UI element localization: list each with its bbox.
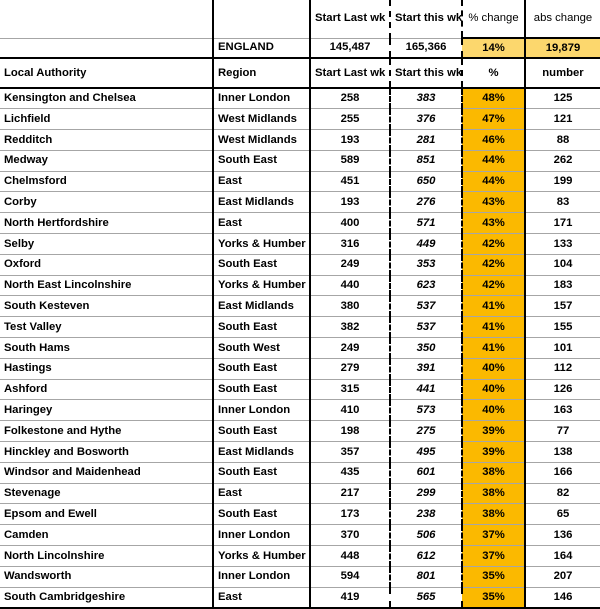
england-name-cell: ENGLAND <box>213 38 310 58</box>
cell-start-last-wk: 380 <box>310 296 390 317</box>
cell-start-this-wk: 573 <box>390 400 462 421</box>
cell-pct-change: 46% <box>462 130 525 151</box>
cell-region: South East <box>213 254 310 275</box>
cell-abs-change: 163 <box>525 400 600 421</box>
header-blank-local-authority <box>0 0 213 38</box>
cell-pct-change: 37% <box>462 546 525 567</box>
england-start-last-wk: 145,487 <box>310 38 390 58</box>
cell-region: East Midlands <box>213 442 310 463</box>
cell-local-authority: Kensington and Chelsea <box>0 88 213 109</box>
cell-region: East Midlands <box>213 192 310 213</box>
cell-pct-change: 38% <box>462 504 525 525</box>
cell-pct-change: 42% <box>462 275 525 296</box>
table-row <box>0 358 600 379</box>
cell-start-last-wk: 435 <box>310 462 390 483</box>
cell-abs-change: 133 <box>525 234 600 255</box>
cell-abs-change: 112 <box>525 358 600 379</box>
header-start-this-wk: Start this wk <box>390 0 462 38</box>
cell-pct-change: 40% <box>462 400 525 421</box>
cell-region: South East <box>213 358 310 379</box>
cell-start-this-wk: 281 <box>390 130 462 151</box>
table-row <box>0 587 600 608</box>
cell-start-this-wk: 801 <box>390 566 462 587</box>
subheader-start-last-wk: Start Last wk <box>310 58 390 88</box>
table-row <box>0 379 600 400</box>
cell-pct-change: 41% <box>462 317 525 338</box>
table-row <box>0 213 600 234</box>
cell-local-authority: Test Valley <box>0 317 213 338</box>
cell-abs-change: 164 <box>525 546 600 567</box>
sub-header-row <box>0 58 600 88</box>
cell-pct-change: 43% <box>462 192 525 213</box>
cell-start-this-wk: 275 <box>390 421 462 442</box>
cell-region: East <box>213 171 310 192</box>
table-row <box>0 504 600 525</box>
cell-region: Inner London <box>213 400 310 421</box>
cell-local-authority: South Kesteven <box>0 296 213 317</box>
subheader-pct: % <box>462 58 525 88</box>
cell-abs-change: 155 <box>525 317 600 338</box>
cell-region: East Midlands <box>213 296 310 317</box>
cell-start-this-wk: 565 <box>390 587 462 608</box>
cell-start-this-wk: 506 <box>390 525 462 546</box>
cell-region: South East <box>213 150 310 171</box>
cell-start-this-wk: 537 <box>390 296 462 317</box>
cell-pct-change: 48% <box>462 88 525 109</box>
england-pct-change: 14% <box>462 38 525 58</box>
top-header-row <box>0 0 600 38</box>
cell-local-authority: Selby <box>0 234 213 255</box>
cell-start-last-wk: 315 <box>310 379 390 400</box>
table-row <box>0 546 600 567</box>
cell-start-last-wk: 370 <box>310 525 390 546</box>
cell-start-this-wk: 299 <box>390 483 462 504</box>
table-row <box>0 234 600 255</box>
cell-start-this-wk: 353 <box>390 254 462 275</box>
subheader-region: Region <box>213 58 310 88</box>
cell-region: South East <box>213 462 310 483</box>
subheader-number: number <box>525 58 600 88</box>
cell-local-authority: Medway <box>0 150 213 171</box>
cell-region: South East <box>213 421 310 442</box>
cell-pct-change: 35% <box>462 587 525 608</box>
cell-start-last-wk: 193 <box>310 192 390 213</box>
table-row <box>0 525 600 546</box>
cell-start-this-wk: 238 <box>390 504 462 525</box>
cell-pct-change: 37% <box>462 525 525 546</box>
cell-start-this-wk: 449 <box>390 234 462 255</box>
cell-pct-change: 44% <box>462 150 525 171</box>
table-row <box>0 462 600 483</box>
cell-region: Inner London <box>213 88 310 109</box>
cell-region: Inner London <box>213 525 310 546</box>
cell-local-authority: Lichfield <box>0 109 213 130</box>
cell-start-this-wk: 391 <box>390 358 462 379</box>
cell-start-last-wk: 255 <box>310 109 390 130</box>
cell-abs-change: 77 <box>525 421 600 442</box>
cell-local-authority: Camden <box>0 525 213 546</box>
cell-local-authority: Folkestone and Hythe <box>0 421 213 442</box>
header-pct-change: % change <box>462 0 525 38</box>
cell-region: Inner London <box>213 566 310 587</box>
cell-abs-change: 199 <box>525 171 600 192</box>
cell-pct-change: 39% <box>462 421 525 442</box>
cell-abs-change: 146 <box>525 587 600 608</box>
cell-region: East <box>213 483 310 504</box>
subheader-start-this-wk: Start this wk <box>390 58 462 88</box>
cell-local-authority: Hinckley and Bosworth <box>0 442 213 463</box>
cell-abs-change: 183 <box>525 275 600 296</box>
cell-abs-change: 101 <box>525 338 600 359</box>
cell-start-last-wk: 217 <box>310 483 390 504</box>
table-row <box>0 566 600 587</box>
england-blank-cell <box>0 38 213 58</box>
cell-local-authority: Stevenage <box>0 483 213 504</box>
cell-abs-change: 138 <box>525 442 600 463</box>
table-row <box>0 483 600 504</box>
table-row <box>0 338 600 359</box>
header-abs-change: abs change <box>525 0 600 38</box>
cell-abs-change: 136 <box>525 525 600 546</box>
cell-start-last-wk: 400 <box>310 213 390 234</box>
cell-pct-change: 39% <box>462 442 525 463</box>
cell-start-this-wk: 495 <box>390 442 462 463</box>
cell-start-last-wk: 357 <box>310 442 390 463</box>
cell-start-this-wk: 383 <box>390 88 462 109</box>
table-row <box>0 317 600 338</box>
cell-region: South East <box>213 379 310 400</box>
cell-pct-change: 42% <box>462 234 525 255</box>
cell-start-this-wk: 350 <box>390 338 462 359</box>
table-row <box>0 192 600 213</box>
cell-local-authority: Windsor and Maidenhead <box>0 462 213 483</box>
cell-start-last-wk: 198 <box>310 421 390 442</box>
cell-pct-change: 40% <box>462 358 525 379</box>
cell-region: South West <box>213 338 310 359</box>
cell-region: West Midlands <box>213 109 310 130</box>
cell-start-last-wk: 440 <box>310 275 390 296</box>
cell-local-authority: Chelmsford <box>0 171 213 192</box>
cell-start-last-wk: 258 <box>310 88 390 109</box>
cell-pct-change: 35% <box>462 566 525 587</box>
table-row <box>0 400 600 421</box>
table-row <box>0 88 600 109</box>
cell-region: West Midlands <box>213 130 310 151</box>
england-total-row <box>0 38 600 58</box>
cell-region: Yorks & Humber <box>213 546 310 567</box>
cell-region: Yorks & Humber <box>213 234 310 255</box>
cell-local-authority: Corby <box>0 192 213 213</box>
table-row <box>0 442 600 463</box>
cell-start-last-wk: 451 <box>310 171 390 192</box>
cell-start-last-wk: 589 <box>310 150 390 171</box>
table-row <box>0 171 600 192</box>
cell-start-last-wk: 410 <box>310 400 390 421</box>
cell-start-last-wk: 448 <box>310 546 390 567</box>
cell-pct-change: 40% <box>462 379 525 400</box>
cell-pct-change: 44% <box>462 171 525 192</box>
cell-start-last-wk: 173 <box>310 504 390 525</box>
cell-local-authority: Epsom and Ewell <box>0 504 213 525</box>
england-abs-change: 19,879 <box>525 38 600 58</box>
cell-local-authority: North Lincolnshire <box>0 546 213 567</box>
cell-start-this-wk: 601 <box>390 462 462 483</box>
cell-start-last-wk: 193 <box>310 130 390 151</box>
cell-start-this-wk: 376 <box>390 109 462 130</box>
cell-start-last-wk: 279 <box>310 358 390 379</box>
cell-pct-change: 42% <box>462 254 525 275</box>
cell-local-authority: Hastings <box>0 358 213 379</box>
cell-local-authority: North East Lincolnshire <box>0 275 213 296</box>
cell-pct-change: 41% <box>462 296 525 317</box>
cell-local-authority: Oxford <box>0 254 213 275</box>
cell-pct-change: 47% <box>462 109 525 130</box>
cell-start-last-wk: 249 <box>310 254 390 275</box>
cell-start-last-wk: 594 <box>310 566 390 587</box>
cell-abs-change: 125 <box>525 88 600 109</box>
cell-abs-change: 126 <box>525 379 600 400</box>
cell-region: South East <box>213 504 310 525</box>
table-row <box>0 254 600 275</box>
cell-local-authority: Wandsworth <box>0 566 213 587</box>
cell-pct-change: 41% <box>462 338 525 359</box>
cell-local-authority: South Cambridgeshire <box>0 587 213 608</box>
cell-abs-change: 207 <box>525 566 600 587</box>
cell-start-this-wk: 441 <box>390 379 462 400</box>
cell-region: Yorks & Humber <box>213 275 310 296</box>
cell-start-this-wk: 851 <box>390 150 462 171</box>
cell-start-this-wk: 623 <box>390 275 462 296</box>
cell-start-this-wk: 537 <box>390 317 462 338</box>
cell-region: South East <box>213 317 310 338</box>
cell-start-this-wk: 612 <box>390 546 462 567</box>
cell-start-last-wk: 382 <box>310 317 390 338</box>
cell-start-this-wk: 571 <box>390 213 462 234</box>
subheader-local-authority: Local Authority <box>0 58 213 88</box>
england-start-this-wk: 165,366 <box>390 38 462 58</box>
cell-pct-change: 38% <box>462 483 525 504</box>
cell-local-authority: Redditch <box>0 130 213 151</box>
table-row <box>0 150 600 171</box>
cell-local-authority: Ashford <box>0 379 213 400</box>
cell-abs-change: 82 <box>525 483 600 504</box>
cell-region: East <box>213 587 310 608</box>
cell-abs-change: 166 <box>525 462 600 483</box>
cell-start-last-wk: 419 <box>310 587 390 608</box>
header-blank-region <box>213 0 310 38</box>
cell-start-this-wk: 650 <box>390 171 462 192</box>
cell-abs-change: 104 <box>525 254 600 275</box>
cell-start-this-wk: 276 <box>390 192 462 213</box>
table-row <box>0 109 600 130</box>
cell-abs-change: 262 <box>525 150 600 171</box>
table-row <box>0 130 600 151</box>
table-row <box>0 296 600 317</box>
table-row <box>0 421 600 442</box>
cell-local-authority: South Hams <box>0 338 213 359</box>
table-row <box>0 275 600 296</box>
cell-abs-change: 88 <box>525 130 600 151</box>
cell-abs-change: 157 <box>525 296 600 317</box>
cell-abs-change: 121 <box>525 109 600 130</box>
cell-pct-change: 43% <box>462 213 525 234</box>
cell-region: East <box>213 213 310 234</box>
cell-abs-change: 65 <box>525 504 600 525</box>
cell-pct-change: 38% <box>462 462 525 483</box>
cell-local-authority: North Hertfordshire <box>0 213 213 234</box>
header-start-last-wk: Start Last wk <box>310 0 390 38</box>
cell-abs-change: 171 <box>525 213 600 234</box>
cell-start-last-wk: 316 <box>310 234 390 255</box>
cell-abs-change: 83 <box>525 192 600 213</box>
cell-start-last-wk: 249 <box>310 338 390 359</box>
cell-local-authority: Haringey <box>0 400 213 421</box>
